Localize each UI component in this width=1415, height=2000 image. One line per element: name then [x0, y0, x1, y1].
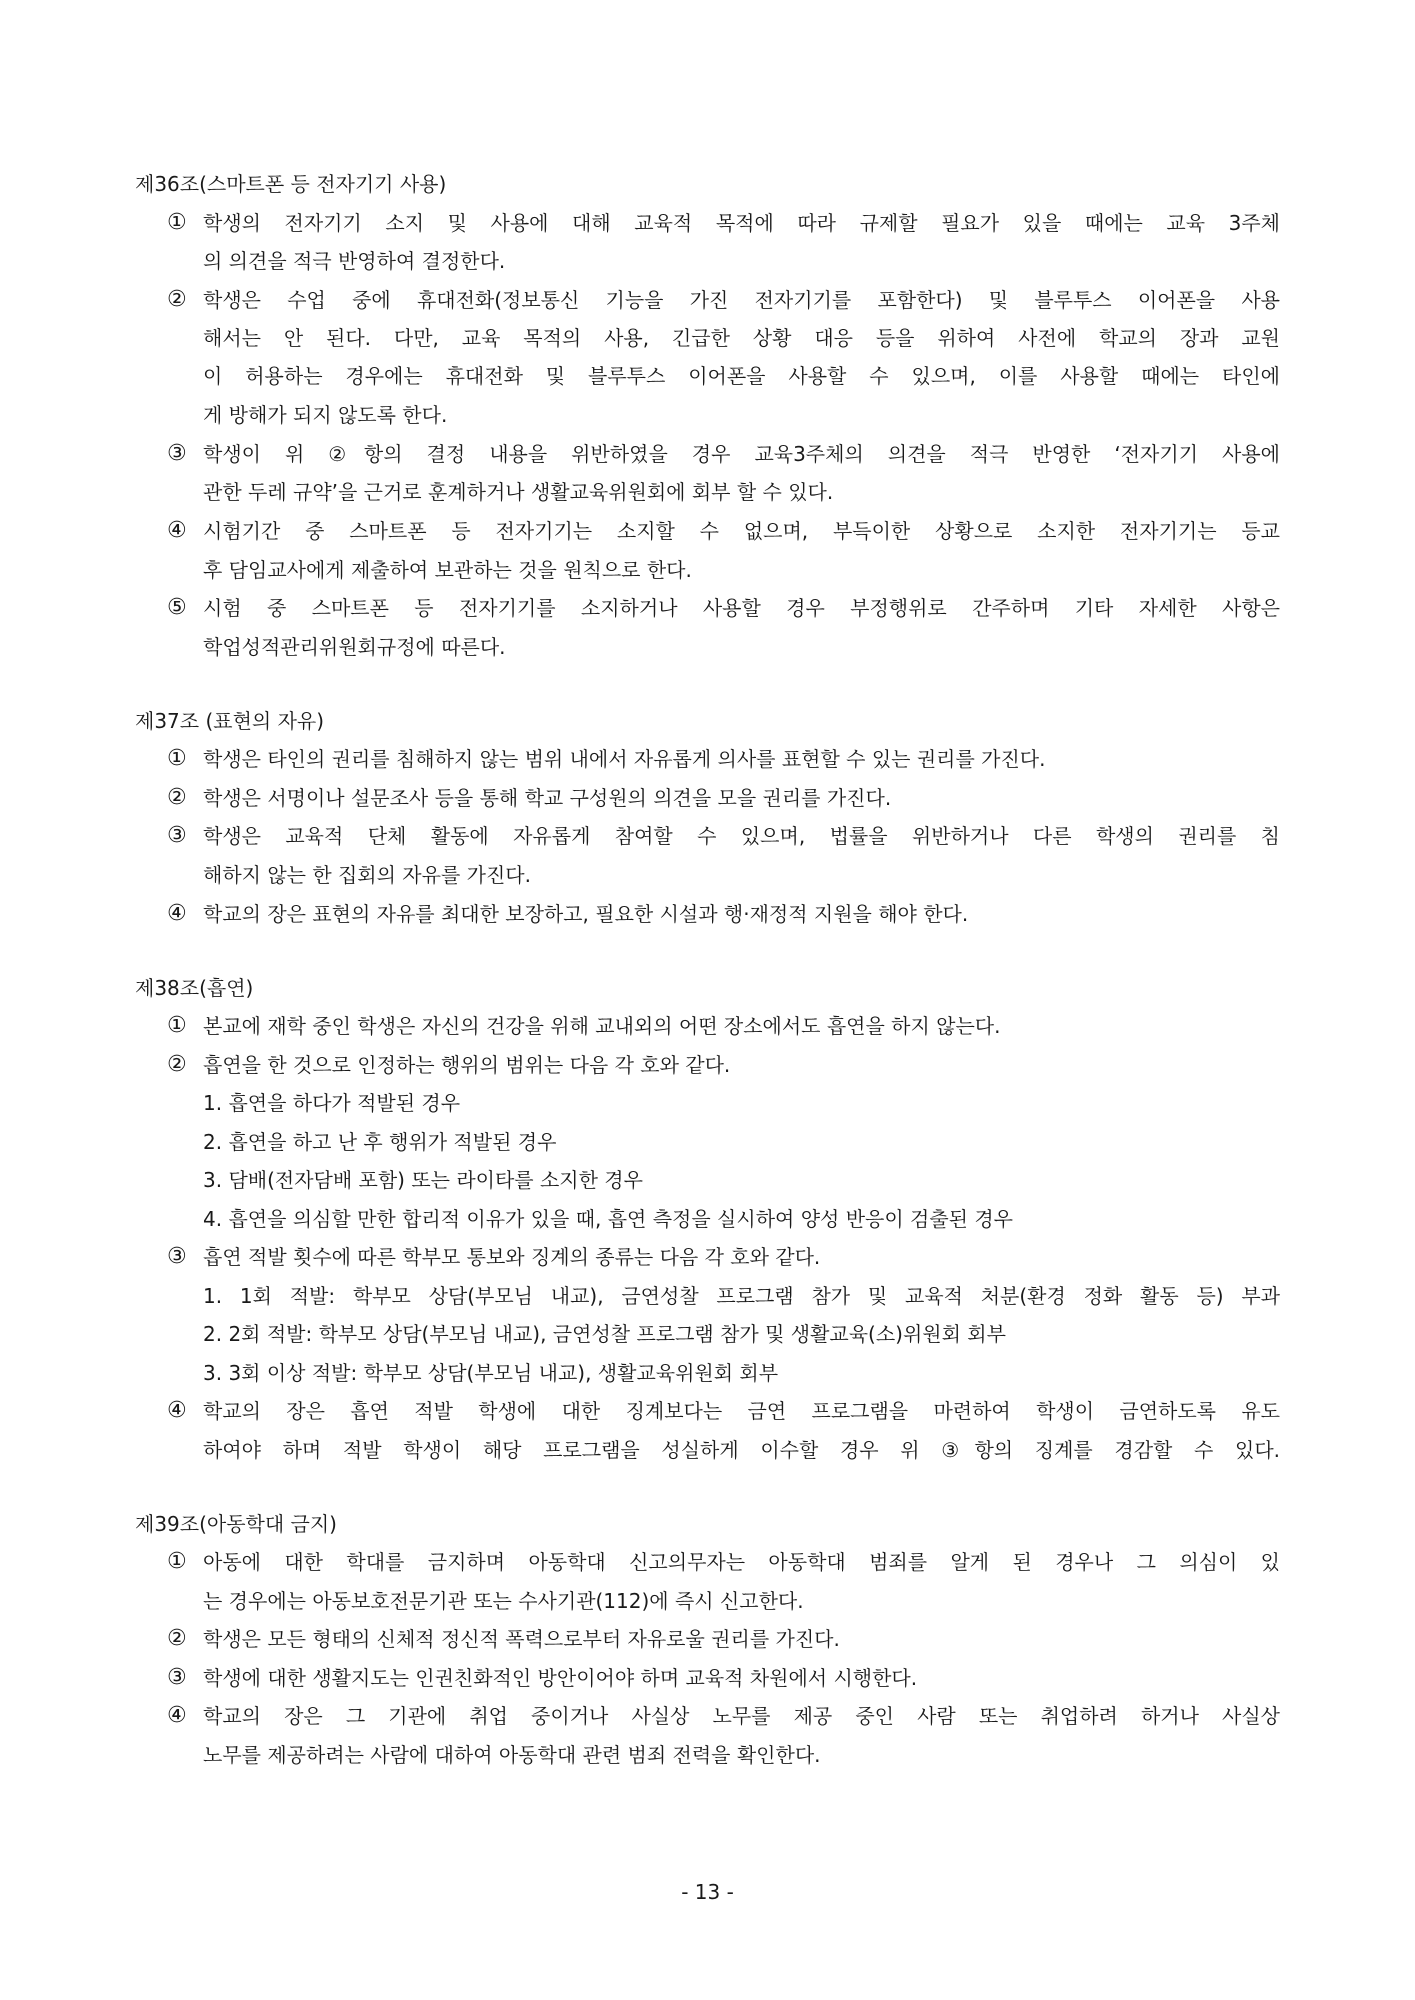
article-38-item-4-mark: ④	[167, 1398, 187, 1423]
article-36-item-2-line: 해서는 안 된다. 다만, 교육 목적의 사용, 긴급한 상황 대응 등을 위하여 사전에 학교의 장과 교원	[203, 326, 1280, 350]
article-38-item-1-mark: ①	[167, 1013, 187, 1038]
article-38-item-3-line: 흡연 적발 횟수에 따른 학부모 통보와 징계의 종류는 다음 각 호와 같다.	[203, 1245, 821, 1269]
article-38-item-1-line: 본교에 재학 중인 학생은 자신의 건강을 위해 교내외의 어떤 장소에서도 흡연을 하지 않는다.	[203, 1014, 1001, 1038]
article-38-item-4-line: 하여야 하며 적발 학생이 해당 프로그램을 성실하게 이수할 경우 위 ③항의 징계를 경감할 수 있다.	[203, 1438, 1280, 1462]
article-36-item-3-mark: ③	[167, 441, 187, 466]
article-37-item-2-mark: ②	[167, 785, 187, 810]
page-number: - 13 -	[681, 1880, 734, 1904]
article-36-item-5-mark: ⑤	[167, 595, 187, 620]
article-36-item-4-line: 시험기간 중 스마트폰 등 전자기기는 소지할 수 없으며, 부득이한 상황으로 소지한 전자기기는 등교	[203, 519, 1280, 543]
article-39-title: 제39조(아동학대 금지)	[135, 1512, 337, 1536]
article-39-item-2-mark: ②	[167, 1626, 187, 1651]
article-36-item-1-line: 의 의견을 적극 반영하여 결정한다.	[203, 249, 506, 273]
article-39-item-4-line: 학교의 장은 그 기관에 취업 중이거나 사실상 노무를 제공 중인 사람 또는 취업하려 하거나 사실상	[203, 1704, 1280, 1728]
article-36-item-5-line: 시험 중 스마트폰 등 전자기기를 소지하거나 사용할 경우 부정행위로 간주하며 기타 자세한 사항은	[203, 596, 1280, 620]
article-39-item-3-mark: ③	[167, 1665, 187, 1690]
article-37-item-2-line: 학생은 서명이나 설문조사 등을 통해 학교 구성원의 의견을 모을 권리를 가진다.	[203, 786, 892, 810]
article-38-sub-item: 1. 흡연을 하다가 적발된 경우	[203, 1091, 461, 1115]
article-36-item-4-mark: ④	[167, 518, 187, 543]
article-36-item-2-mark: ②	[167, 287, 187, 312]
article-36-item-2-line: 학생은 수업 중에 휴대전화(정보통신 기능을 가진 전자기기를 포함한다) 및 블루투스 이어폰을 사용	[203, 288, 1280, 312]
article-37-item-4-mark: ④	[167, 901, 187, 926]
article-39-item-2-line: 학생은 모든 형태의 신체적 정신적 폭력으로부터 자유로울 권리를 가진다.	[203, 1627, 840, 1651]
article-38-item-2-mark: ②	[167, 1052, 187, 1077]
article-36-item-2-line: 이 허용하는 경우에는 휴대전화 및 블루투스 이어폰을 사용할 수 있으며, 이를 사용할 때에는 타인에	[203, 364, 1280, 388]
article-38-title: 제38조(흡연)	[135, 976, 254, 1000]
article-38-sub-item: 2. 흡연을 하고 난 후 행위가 적발된 경우	[203, 1130, 557, 1154]
article-38-item-4-line: 학교의 장은 흡연 적발 학생에 대한 징계보다는 금연 프로그램을 마련하여 학생이 금연하도록 유도	[203, 1399, 1280, 1423]
article-37-title: 제37조 (표현의 자유)	[135, 709, 325, 733]
article-37-item-3-line: 해하지 않는 한 집회의 자유를 가진다.	[203, 863, 531, 887]
article-38-sub-item: 2. 2회 적발: 학부모 상담(부모님 내교), 금연성찰 프로그램 참가 및 생활교육(소)위원회 회부	[203, 1322, 1006, 1346]
article-36-item-4-line: 후 담임교사에게 제출하여 보관하는 것을 원칙으로 한다.	[203, 558, 692, 582]
article-37-item-4-line: 학교의 장은 표현의 자유를 최대한 보장하고, 필요한 시설과 행·재정적 지원을 해야 한다.	[203, 902, 969, 926]
article-38-sub-item: 1. 1회 적발: 학부모 상담(부모님 내교), 금연성찰 프로그램 참가 및 교육적 처분(환경 정화 활동 등) 부과	[203, 1284, 1280, 1308]
article-39-item-4-mark: ④	[167, 1703, 187, 1728]
article-39-item-3-line: 학생에 대한 생활지도는 인권친화적인 방안이어야 하며 교육적 차원에서 시행한다.	[203, 1666, 918, 1690]
article-36-item-3-line: 관한 두레 규약’을 근거로 훈계하거나 생활교육위원회에 회부 할 수 있다.	[203, 480, 834, 504]
article-36-item-1-mark: ①	[167, 210, 187, 235]
article-38-item-3-mark: ③	[167, 1244, 187, 1269]
article-39-item-1-mark: ①	[167, 1549, 187, 1574]
article-36-item-3-line: 학생이 위 ②항의 결정 내용을 위반하였을 경우 교육3주체의 의견을 적극 반영한 ‘전자기기 사용에	[203, 442, 1280, 466]
article-36-item-1-line: 학생의 전자기기 소지 및 사용에 대해 교육적 목적에 따라 규제할 필요가 있을 때에는 교육 3주체	[203, 211, 1280, 235]
article-38-item-2-line: 흡연을 한 것으로 인정하는 행위의 범위는 다음 각 호와 같다.	[203, 1053, 731, 1077]
article-36-item-2-line: 게 방해가 되지 않도록 한다.	[203, 403, 448, 427]
article-36-title: 제36조(스마트폰 등 전자기기 사용)	[135, 172, 447, 196]
article-38-sub-item: 3. 담배(전자담배 포함) 또는 라이타를 소지한 경우	[203, 1168, 643, 1192]
article-37-item-1-mark: ①	[167, 746, 187, 771]
article-39-item-1-line: 는 경우에는 아동보호전문기관 또는 수사기관(112)에 즉시 신고한다.	[203, 1589, 804, 1613]
article-39-item-1-line: 아동에 대한 학대를 금지하며 아동학대 신고의무자는 아동학대 범죄를 알게 된 경우나 그 의심이 있	[203, 1550, 1280, 1574]
article-37-item-1-line: 학생은 타인의 권리를 침해하지 않는 범위 내에서 자유롭게 의사를 표현할 수 있는 권리를 가진다.	[203, 747, 1046, 771]
article-39-item-4-line: 노무를 제공하려는 사람에 대하여 아동학대 관련 범죄 전력을 확인한다.	[203, 1743, 821, 1767]
article-38-sub-item: 3. 3회 이상 적발: 학부모 상담(부모님 내교), 생활교육위원회 회부	[203, 1361, 779, 1385]
article-37-item-3-line: 학생은 교육적 단체 활동에 자유롭게 참여할 수 있으며, 법률을 위반하거나 다른 학생의 권리를 침	[203, 824, 1280, 848]
article-38-sub-item: 4. 흡연을 의심할 만한 합리적 이유가 있을 때, 흡연 측정을 실시하여 양성 반응이 검출된 경우	[203, 1207, 1013, 1231]
article-37-item-3-mark: ③	[167, 823, 187, 848]
article-36-item-5-line: 학업성적관리위원회규정에 따른다.	[203, 635, 506, 659]
